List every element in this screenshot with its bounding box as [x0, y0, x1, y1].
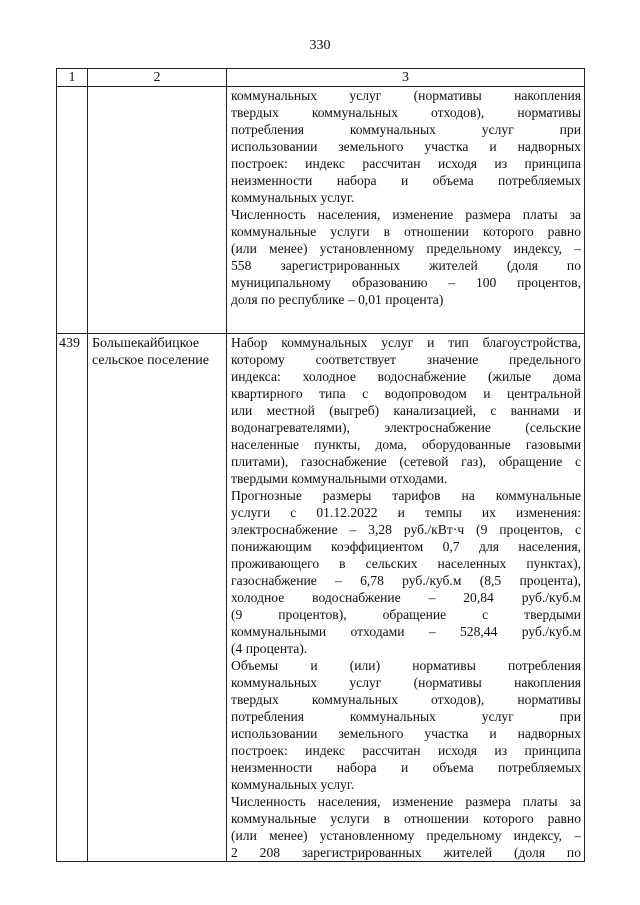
text-line: плитами), газоснабжение (сетевой газ), обращение с: [231, 454, 581, 469]
row-description: [227, 334, 585, 862]
text-line: потребления коммунальных услуг при: [231, 122, 581, 137]
text-line: потребления коммунальных услуг при: [231, 709, 581, 724]
text-line: холодное водоснабжение – 20,84 руб./куб.м: [231, 590, 581, 605]
text-line: (или менее) установленному предельному индексу, –: [231, 828, 581, 843]
table-header-row: [57, 69, 585, 87]
description-lines: [231, 334, 581, 861]
settlement-name: [88, 87, 227, 334]
text-line: (или менее) установленному предельному индексу, –: [231, 241, 581, 256]
text-line: твердых коммунальных отходов), нормативы: [231, 105, 581, 120]
table-row: [57, 334, 585, 862]
text-line: индекса: холодное водоснабжение (жилые дома: [231, 369, 581, 384]
text-line: (4 процента).: [231, 641, 308, 656]
row-number: [57, 87, 88, 334]
page-number: 330: [309, 38, 331, 53]
text-line: которому соответствует значение предельного: [231, 352, 581, 367]
text-line: муниципальному образованию – 100 процентов,: [231, 275, 581, 290]
text-line: коммунальных услуг (нормативы накопления: [231, 675, 581, 690]
text-line: 2 208 зарегистрированных жителей (доля по: [231, 845, 581, 860]
text-line: построек: индекс рассчитан исходя из принципа: [231, 743, 581, 758]
header-col-3: 3: [227, 69, 585, 87]
text-line: Численность населения, изменение размера платы за: [231, 794, 581, 809]
text-line: коммунальных услуг.: [231, 777, 355, 792]
text-line: коммунальными отходами – 528,44 руб./куб.м: [231, 624, 581, 639]
text-line: неизменности набора и объема потребляемых: [231, 760, 581, 775]
text-line: Объемы и (или) нормативы потребления: [231, 658, 581, 673]
row-description: [227, 87, 585, 334]
tariff-table: [56, 68, 585, 862]
text-line: доля по республике – 0,01 процента): [231, 292, 444, 307]
text-line: коммунальные услуги в отношении которого равно: [231, 811, 581, 826]
text-line: Численность населения, изменение размера платы за: [231, 207, 581, 222]
text-line: использовании земельного участка и надворных: [231, 726, 581, 741]
header-col-1: 1: [57, 69, 88, 87]
text-line: использовании земельного участка и надворных: [231, 139, 581, 154]
text-line: газоснабжение – 6,78 руб./куб.м (8,5 процента),: [231, 573, 581, 588]
description-lines: [231, 87, 581, 308]
row-number: 439: [57, 334, 88, 862]
text-line: твердых коммунальных отходов), нормативы: [231, 692, 581, 707]
text-line: или местной (выгреб) канализацией, с ваннами и: [231, 403, 581, 418]
text-line: электроснабжение – 3,28 руб./кВт·ч (9 процентов, с: [231, 522, 581, 537]
text-line: водонагревателями), электроснабжение (сельские: [231, 420, 581, 435]
text-line: коммунальных услуг.: [231, 190, 355, 205]
text-line: проживающего в сельских населенных пунктах),: [231, 556, 581, 571]
text-line: населенные пункты, дома, оборудованные газовыми: [231, 437, 581, 452]
text-line: Набор коммунальных услуг и тип благоустройства,: [231, 335, 581, 350]
text-line: Прогнозные размеры тарифов на коммунальные: [231, 488, 581, 503]
text-line: услуги с 01.12.2022 и темпы их изменения:: [231, 505, 581, 520]
text-line: коммунальных услуг (нормативы накопления: [231, 88, 581, 103]
table-row: [57, 87, 585, 334]
text-line: (9 процентов), обращение с твердыми: [231, 607, 581, 622]
text-line: коммунальные услуги в отношении которого равно: [231, 224, 581, 239]
header-col-2: 2: [88, 69, 227, 87]
text-line: квартирного типа с водопроводом и центральной: [231, 386, 581, 401]
text-line: твердыми коммунальными отходами.: [231, 471, 448, 486]
text-line: понижающим коэффициентом 0,7 для населения,: [231, 539, 581, 554]
text-line: 558 зарегистрированных жителей (доля по: [231, 258, 581, 273]
text-line: неизменности набора и объема потребляемых: [231, 173, 581, 188]
text-line: построек: индекс рассчитан исходя из принципа: [231, 156, 581, 171]
settlement-name: Большекайбицкое сельское поселение: [88, 334, 227, 862]
